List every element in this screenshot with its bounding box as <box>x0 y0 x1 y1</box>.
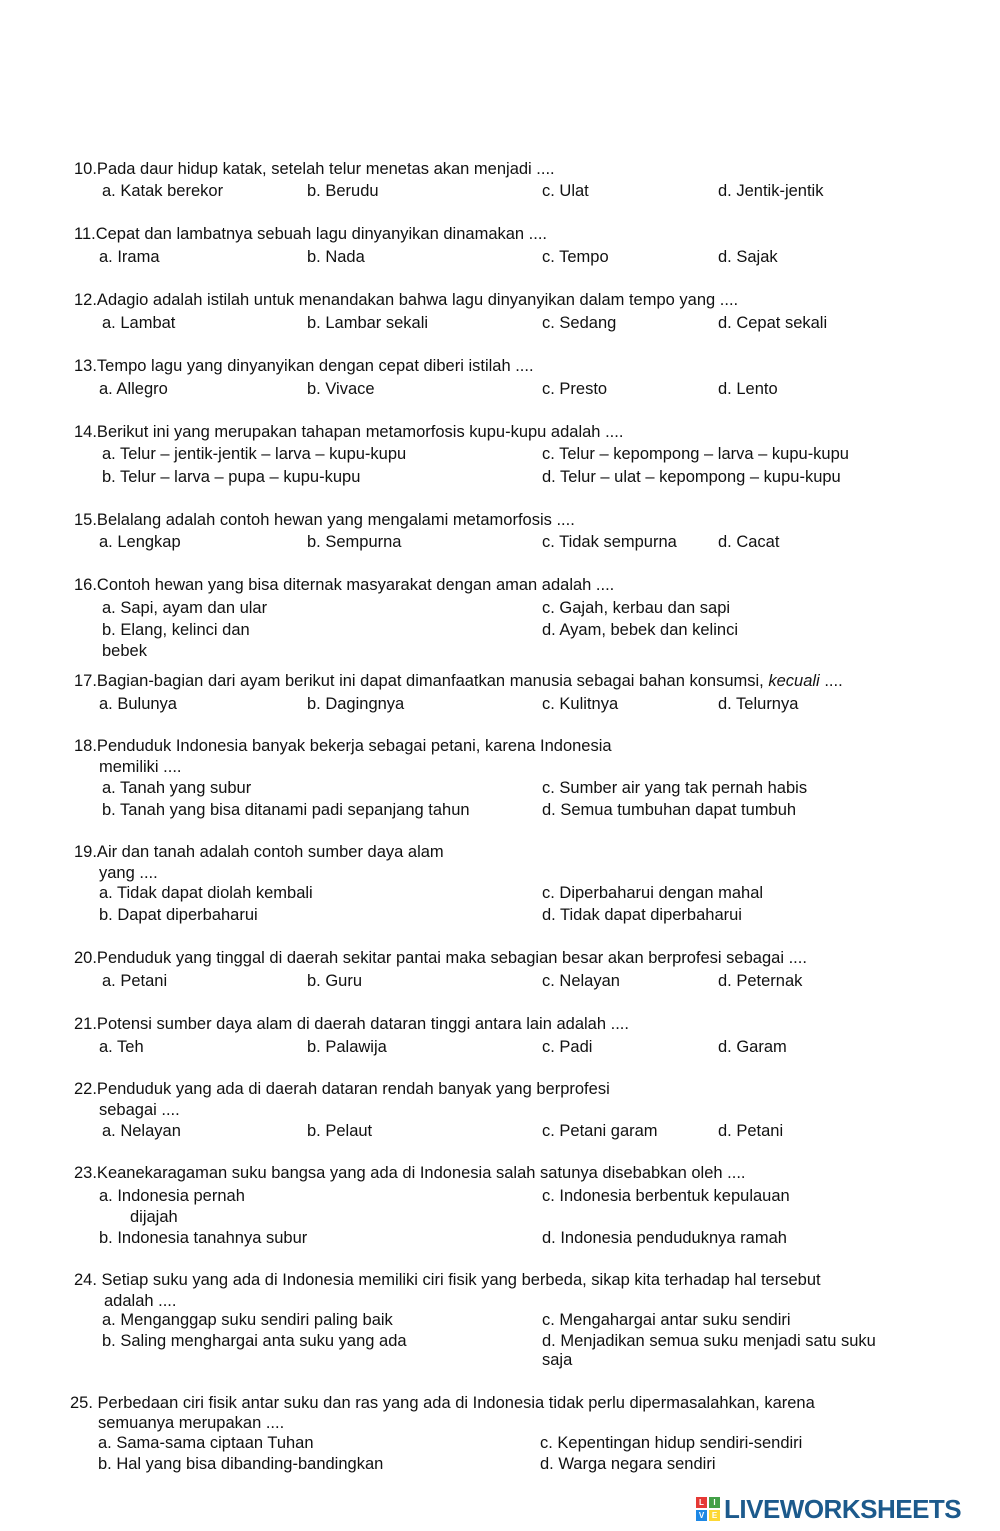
question-25-option-b: b. Hal yang bisa dibanding-bandingkan <box>98 1455 384 1473</box>
question-21-option-d: d. Garam <box>718 1038 787 1056</box>
question-24-stem: 24. Setiap suku yang ada di Indonesia memiliki ciri fisik yang berbeda, sikap kita terhadap hal tersebut <box>74 1271 821 1289</box>
question-18-stem: 18.Penduduk Indonesia banyak bekerja sebagai petani, karena Indonesia <box>74 737 612 755</box>
question-22-option-d: d. Petani <box>718 1122 784 1140</box>
question-20-option-d: d. Peternak <box>718 972 803 990</box>
question-25-option-a: a. Sama-sama ciptaan Tuhan <box>98 1434 314 1452</box>
question-15-option-c: c. Tidak sempurna <box>542 533 677 551</box>
question-10-option-d: d. Jentik-jentik <box>718 182 824 200</box>
question-18-stem-cont: memiliki .... <box>99 758 182 776</box>
question-12-option-d: d. Cepat sekali <box>718 314 828 332</box>
logo-grid-icon <box>696 1497 720 1521</box>
question-19-stem-cont: yang .... <box>99 864 158 882</box>
question-13-option-b: b. Vivace <box>307 380 375 398</box>
question-19-option-c: c. Diperbaharui dengan mahal <box>542 884 764 902</box>
question-11-option-c: c. Tempo <box>542 248 609 266</box>
question-19-option-d: d. Tidak dapat diperbaharui <box>542 906 742 924</box>
question-11-option-a: a. Irama <box>99 248 160 266</box>
brand-name: LIVEWORKSHEETS <box>724 1493 962 1524</box>
question-20-option-c: c. Nelayan <box>542 972 620 990</box>
question-24-option-d: d. Menjadikan semua suku menjadi satu suku <box>542 1332 876 1350</box>
question-17-option-a: a. Bulunya <box>99 695 177 713</box>
question-11-option-d: d. Sajak <box>718 248 778 266</box>
question-18-option-c: c. Sumber air yang tak pernah habis <box>542 779 808 797</box>
question-17-emphasis: kecuali <box>768 672 820 690</box>
question-21-option-b: b. Palawija <box>307 1038 387 1056</box>
question-23-option-c: c. Indonesia berbentuk kepulauan <box>542 1187 790 1205</box>
question-22-stem-cont: sebagai .... <box>99 1101 180 1119</box>
question-23-option-a: a. Indonesia pernah <box>99 1187 245 1205</box>
question-11-stem: 11.Cepat dan lambatnya sebuah lagu dinyanyikan dinamakan .... <box>74 225 548 243</box>
question-12-option-b: b. Lambar sekali <box>307 314 429 332</box>
question-14-option-d: d. Telur – ulat – kepompong – kupu-kupu <box>542 468 841 486</box>
question-24-option-b: b. Saling menghargai anta suku yang ada <box>102 1332 407 1350</box>
question-21-option-c: c. Padi <box>542 1038 593 1056</box>
question-18-option-b: b. Tanah yang bisa ditanami padi sepanjang tahun <box>102 801 470 819</box>
question-25-stem-cont: semuanya merupakan .... <box>98 1414 285 1432</box>
question-23-option-b: b. Indonesia tanahnya subur <box>99 1229 308 1247</box>
question-22-option-b: b. Pelaut <box>307 1122 373 1140</box>
question-24-option-c: c. Mengahargai antar suku sendiri <box>542 1311 791 1329</box>
question-25-stem: 25. Perbedaan ciri fisik antar suku dan ras yang ada di Indonesia tidak perlu dipermasalahkan, karena <box>70 1394 815 1412</box>
question-16-option-c: c. Gajah, kerbau dan sapi <box>542 599 731 617</box>
question-20-option-a: a. Petani <box>102 972 168 990</box>
question-15-option-a: a. Lengkap <box>99 533 181 551</box>
question-16-option-b: b. Elang, kelinci dan <box>102 621 250 639</box>
question-23-stem: 23.Keanekaragaman suku bangsa yang ada di Indonesia salah satunya disebabkan oleh .... <box>74 1164 746 1182</box>
liveworksheets-logo <box>696 1492 961 1526</box>
question-10-option-b: b. Berudu <box>307 182 379 200</box>
question-13-option-c: c. Presto <box>542 380 608 398</box>
question-10-option-c: c. Ulat <box>542 182 589 200</box>
question-14-option-a: a. Telur – jentik-jentik – larva – kupu-kupu <box>102 445 407 463</box>
logo-letter: E <box>709 1510 720 1521</box>
question-17-stem: 17.Bagian-bagian dari ayam berikut ini dapat dimanfaatkan manusia sebagai bahan konsumsi, kecuali .... <box>74 672 843 690</box>
question-15-option-d: d. Cacat <box>718 533 780 551</box>
question-13-option-d: d. Lento <box>718 380 778 398</box>
question-19-stem: 19.Air dan tanah adalah contoh sumber daya alam <box>74 843 444 861</box>
question-11-option-b: b. Nada <box>307 248 365 266</box>
question-15-option-b: b. Sempurna <box>307 533 402 551</box>
question-17-option-b: b. Dagingnya <box>307 695 405 713</box>
question-15-stem: 15.Belalang adalah contoh hewan yang mengalami metamorfosis .... <box>74 511 575 529</box>
question-14-option-c: c. Telur – kepompong – larva – kupu-kupu <box>542 445 849 463</box>
question-22-option-a: a. Nelayan <box>102 1122 181 1140</box>
question-20-option-b: b. Guru <box>307 972 363 990</box>
logo-letter: V <box>696 1510 707 1521</box>
question-16-stem: 16.Contoh hewan yang bisa diternak masyarakat dengan aman adalah .... <box>74 576 615 594</box>
question-16-option-a: a. Sapi, ayam dan ular <box>102 599 268 617</box>
question-24-option-d-cont: saja <box>542 1351 573 1369</box>
question-24-stem-cont: adalah .... <box>104 1292 177 1310</box>
question-12-stem: 12.Adagio adalah istilah untuk menandakan bahwa lagu dinyanyikan dalam tempo yang .... <box>74 291 739 309</box>
question-21-option-a: a. Teh <box>99 1038 144 1056</box>
question-18-option-d: d. Semua tumbuhan dapat tumbuh <box>542 801 797 819</box>
question-12-option-a: a. Lambat <box>102 314 176 332</box>
logo-letter: L <box>696 1497 707 1508</box>
question-12-option-c: c. Sedang <box>542 314 617 332</box>
question-17-option-d: d. Telurnya <box>718 695 799 713</box>
question-20-stem: 20.Penduduk yang tinggal di daerah sekitar pantai maka sebagian besar akan berprofesi sebagai .... <box>74 949 807 967</box>
question-21-stem: 21.Potensi sumber daya alam di daerah dataran tinggi antara lain adalah .... <box>74 1015 629 1033</box>
question-17-option-c: c. Kulitnya <box>542 695 619 713</box>
question-19-option-b: b. Dapat diperbaharui <box>99 906 258 924</box>
question-22-stem: 22.Penduduk yang ada di daerah dataran rendah banyak yang berprofesi <box>74 1080 610 1098</box>
question-25-option-d: d. Warga negara sendiri <box>540 1455 716 1473</box>
question-14-stem: 14.Berikut ini yang merupakan tahapan metamorfosis kupu-kupu adalah .... <box>74 423 624 441</box>
question-25-option-c: c. Kepentingan hidup sendiri-sendiri <box>540 1434 803 1452</box>
question-16-option-d: d. Ayam, bebek dan kelinci <box>542 621 738 639</box>
question-13-stem: 13.Tempo lagu yang dinyanyikan dengan cepat diberi istilah .... <box>74 357 534 375</box>
question-16-option-b-cont: bebek <box>102 642 147 660</box>
question-19-option-a: a. Tidak dapat diolah kembali <box>99 884 313 902</box>
question-24-option-a: a. Menganggap suku sendiri paling baik <box>102 1311 393 1329</box>
question-13-option-a: a. Allegro <box>99 380 168 398</box>
question-23-option-a-cont: dijajah <box>130 1208 178 1226</box>
question-10-stem: 10.Pada daur hidup katak, setelah telur menetas akan menjadi .... <box>74 160 555 178</box>
question-23-option-d: d. Indonesia penduduknya ramah <box>542 1229 787 1247</box>
question-10-option-a: a. Katak berekor <box>102 182 224 200</box>
question-22-option-c: c. Petani garam <box>542 1122 658 1140</box>
logo-letter: I <box>709 1497 720 1508</box>
question-14-option-b: b. Telur – larva – pupa – kupu-kupu <box>102 468 361 486</box>
question-18-option-a: a. Tanah yang subur <box>102 779 252 797</box>
